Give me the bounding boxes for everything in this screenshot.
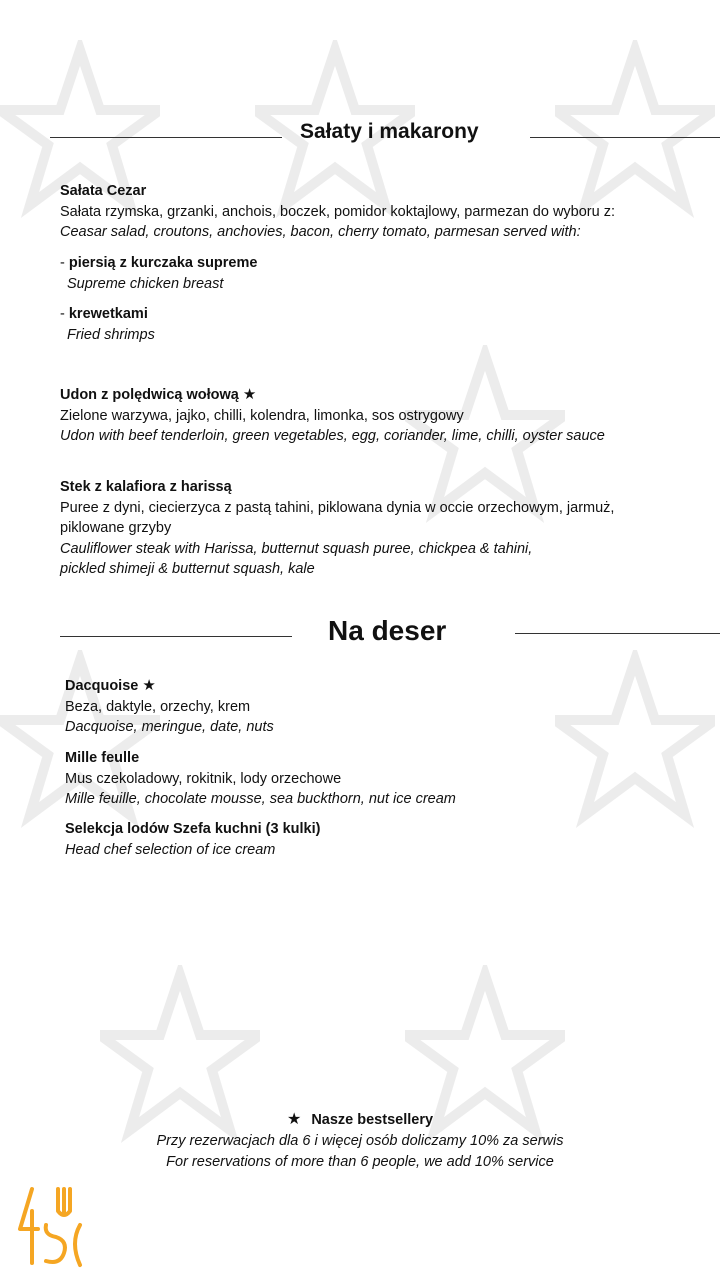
item-desc-en: pickled shimeji & butternut squash, kale: [60, 561, 315, 577]
item-name: Mille feulle: [65, 750, 140, 766]
menu-item-udon: [60, 385, 605, 447]
bestsellers-label: Nasze bestsellery: [311, 1112, 434, 1128]
section-title-salads: Sałaty i makarony: [300, 120, 479, 143]
option-en: Fried shrimps: [67, 326, 155, 343]
item-desc-en: Mille feuille, chocolate mousse, sea buckthorn, nut ice cream: [65, 791, 456, 807]
item-desc-en: Cauliflower steak with Harissa, butternut squash puree, chickpea & tahini,: [60, 540, 533, 557]
menu-item-ice-cream: [65, 819, 320, 860]
option-en: Supreme chicken breast: [67, 275, 224, 292]
bestseller-star-icon: ★: [142, 677, 156, 694]
menu-item-dacquoise: [65, 676, 274, 738]
item-desc-en: Udon with beef tenderloin, green vegetables, egg, coriander, lime, chilli, oyster sauce: [60, 428, 605, 444]
item-desc-pl: Mus czekoladowy, rokitnik, lody orzechowe: [65, 770, 342, 787]
item-desc-en: Dacquoise, meringue, date, nuts: [65, 719, 274, 735]
section-rule-right: [515, 633, 720, 634]
item-desc-pl: Sałata rzymska, grzanki, anchois, boczek, pomidor koktajlowy, parmezan do wyboru z:: [60, 203, 616, 220]
section-rule-right: [530, 137, 720, 138]
item-name: Selekcja lodów Szefa kuchni (3 kulki): [65, 821, 321, 837]
option-name: krewetkami: [68, 306, 148, 322]
footer-bestsellers: [0, 1110, 720, 1131]
item-desc-en: Ceasar salad, croutons, anchovies, bacon, cherry tomato, parmesan served with:: [60, 224, 581, 240]
item-desc-pl: Zielone warzywa, jajko, chilli, kolendra, limonka, sos ostrygowy: [60, 407, 464, 424]
option-name: piersią z kurczaka supreme: [68, 255, 258, 271]
menu-item-cauliflower: [60, 477, 614, 580]
item-desc-pl: piklowane grzyby: [60, 520, 172, 536]
option-prefix: -: [60, 255, 69, 271]
footer-note-pl: Przy rezerwacjach dla 6 i więcej osób doliczamy 10% za serwis: [156, 1133, 564, 1149]
watermark-star-icon: [555, 650, 715, 830]
menu-item-mille-feulle: [65, 748, 456, 810]
fork-logo-icon: [14, 1185, 94, 1270]
item-desc-en: Head chef selection of ice cream: [65, 841, 276, 858]
menu-option-chicken: [60, 253, 257, 294]
section-title-dessert: Na deser: [328, 615, 447, 646]
item-desc-pl: Puree z dyni, ciecierzyca z pastą tahini, piklowana dynia w occie orzechowym, jarmuż,: [60, 499, 615, 516]
item-name: Sałata Cezar: [60, 183, 147, 199]
option-prefix: -: [60, 306, 69, 322]
section-rule-left: [50, 137, 282, 138]
bestseller-star-icon: ★: [286, 1111, 302, 1128]
item-name: Dacquoise: [65, 678, 139, 694]
item-name: Stek z kalafiora z harissą: [60, 479, 232, 495]
item-name: Udon z polędwicą wołową: [60, 387, 239, 403]
menu-option-shrimps: [60, 304, 155, 345]
item-desc-pl: Beza, daktyle, orzechy, krem: [65, 698, 251, 715]
bestseller-star-icon: ★: [242, 386, 257, 403]
section-rule-left: [60, 636, 292, 637]
footer-note-en: For reservations of more than 6 people, we add 10% service: [166, 1154, 554, 1170]
menu-item-caesar: [60, 181, 615, 243]
